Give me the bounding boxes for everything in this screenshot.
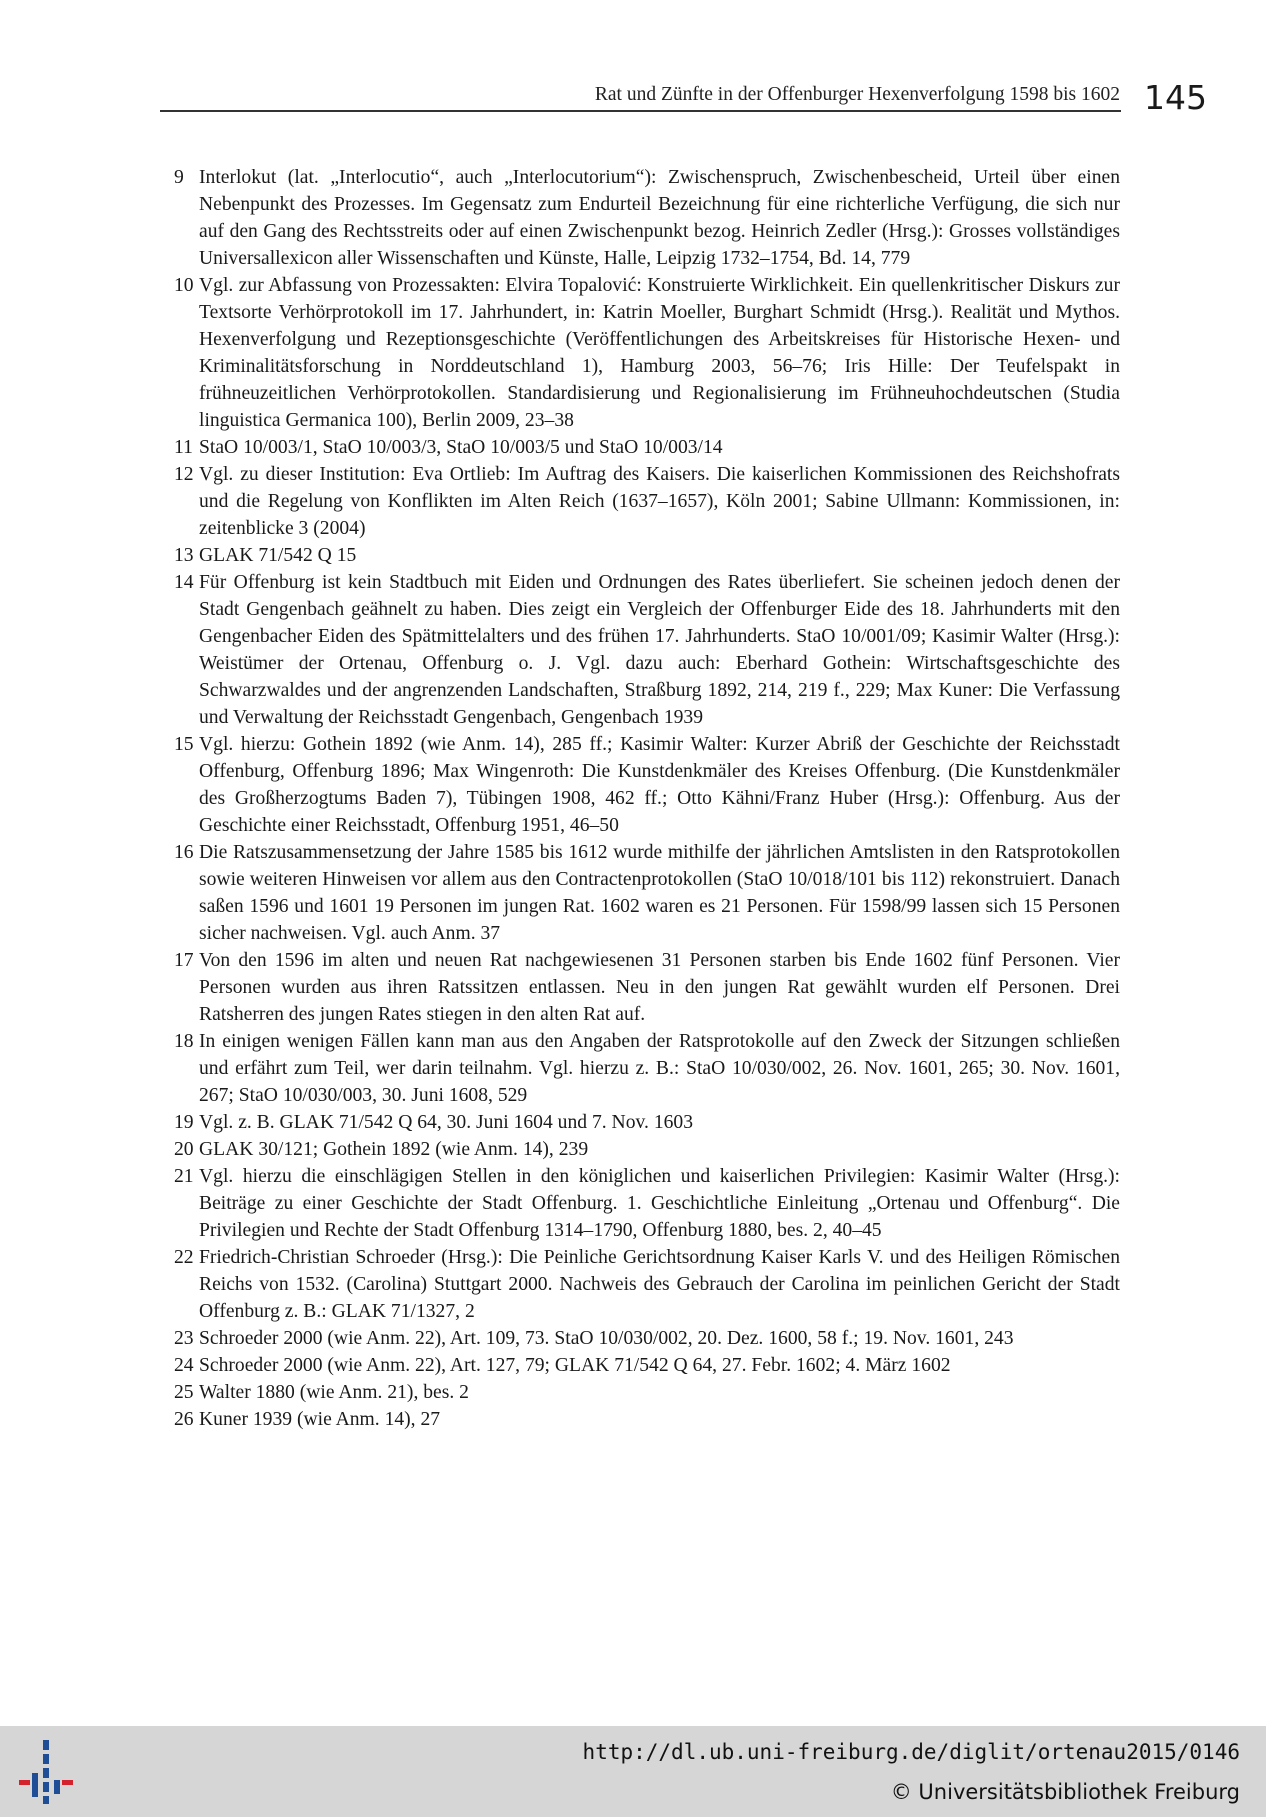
footnote-text: Vgl. hierzu die einschlägigen Stellen in den königlichen und kaiserlichen Privilegien: Kasimir Walter (Hrsg.): Beiträge zu einer Geschichte der Stadt Offenburg. 1. Geschichtliche Einleitung „Ortenau und Offenburg“. Die Privilegien und Rechte der Stadt Offenburg 1314–1790, Offenburg 1880, bes. 2, 40–45 <box>199 1166 1120 1241</box>
footnote-text: Vgl. hierzu: Gothein 1892 (wie Anm. 14), 285 ff.; Kasimir Walter: Kurzer Abriß der Geschichte der Reichsstadt Offenburg, Offenburg 1896; Max Wingenroth: Die Kunstdenkmäler des Kreises Offenburg. (Die Kunstdenkmäler des Großherzogtums Baden 7), Tübingen 1908, 462 ff.; Otto Kähni/Franz Huber (Hrsg.): Offenburg. Aus der Geschichte einer Reichsstadt, Offenburg 1951, 46–50 <box>199 734 1120 836</box>
footnote-number: 13 <box>174 545 194 566</box>
footnote-item <box>160 1244 1120 1325</box>
running-title: Rat und Zünfte in der Offenburger Hexenverfolgung 1598 bis 1602 <box>594 84 1120 105</box>
footnote-number: 15 <box>174 734 194 755</box>
footnote-item <box>160 1136 1120 1163</box>
footer-copyright: © Universitätsbibliothek Freiburg <box>890 1780 1240 1804</box>
footnote-item <box>160 1379 1120 1406</box>
footnote-item <box>160 1406 1120 1433</box>
footnote-item <box>160 164 1120 272</box>
footnote-text: GLAK 30/121; Gothein 1892 (wie Anm. 14), 239 <box>199 1139 589 1160</box>
footnote-item <box>160 947 1120 1028</box>
footnote-item <box>160 839 1120 947</box>
footnote-item <box>160 461 1120 542</box>
footnote-text: Vgl. zu dieser Institution: Eva Ortlieb: Im Auftrag des Kaisers. Die kaiserlichen Kommissionen des Reichshofrats und die Regelung von Konflikten im Alten Reich (1637–1657), Köln 2001; Sabine Ullmann: Kommissionen, in: zeitenblicke 3 (2004) <box>199 464 1120 539</box>
footnote-number: 25 <box>174 1382 194 1403</box>
page-number: 145 <box>1144 78 1207 117</box>
footnote-number: 12 <box>174 464 194 485</box>
footnote-number: 22 <box>174 1247 194 1268</box>
footnote-number: 20 <box>174 1139 194 1160</box>
footnote-text: Schroeder 2000 (wie Anm. 22), Art. 109, 73. StaO 10/030/002, 20. Dez. 1600, 58 f.; 19. Nov. 1601, 243 <box>199 1328 1014 1349</box>
footnote-text: Die Ratszusammensetzung der Jahre 1585 bis 1612 wurde mithilfe der jährlichen Amtslisten in den Ratsprotokollen sowie weiteren Hinweisen vor allem aus den Contractenprotokollen (StaO 10/018/101 bis 112) rekonstruiert. Danach saßen 1596 und 1601 19 Personen im jungen Rat. 1602 waren es 21 Personen. Für 1598/99 lassen sich 15 Personen sicher nachweisen. Vgl. auch Anm. 37 <box>199 842 1120 944</box>
footnote-item <box>160 1325 1120 1352</box>
footnote-number: 18 <box>174 1031 194 1052</box>
footnote-number: 17 <box>174 950 194 971</box>
footnote-number: 9 <box>174 167 184 188</box>
footnote-text: Vgl. zur Abfassung von Prozessakten: Elvira Topalović: Konstruierte Wirklichkeit. Ein quellenkritischer Diskurs zur Textsorte Verhörprotokoll im 17. Jahrhundert, in: Katrin Moeller, Burghart Schmidt (Hrsg.). Realität und Mythos. Hexenverfolgung und Rezeptionsgeschichte (Veröffentlichungen des Arbeitskreises für Historische Hexen- und Kriminalitätsforschung in Norddeutschland 1), Hamburg 2003, 56–76; Iris Hille: Der Teufelspakt in frühneuzeitlichen Verhörprotokollen. Standardisierung und Regionalisierung im Frühneuhochdeutschen (Studia linguistica Germanica 100), Berlin 2009, 23–38 <box>199 275 1120 431</box>
footnote-text: Walter 1880 (wie Anm. 21), bes. 2 <box>199 1382 469 1403</box>
footnote-text: In einigen wenigen Fällen kann man aus den Angaben der Ratsprotokolle auf den Zweck der Sitzungen schließen und erfährt zum Teil, wer darin teilnahm. Vgl. hierzu z. B.: StaO 10/030/002, 26. Nov. 1601, 265; 30. Nov. 1601, 267; StaO 10/030/003, 30. Juni 1608, 529 <box>199 1031 1120 1106</box>
footnote-item <box>160 1352 1120 1379</box>
footnote-text: Vgl. z. B. GLAK 71/542 Q 64, 30. Juni 1604 und 7. Nov. 1603 <box>199 1112 694 1133</box>
footnote-number: 24 <box>174 1355 194 1376</box>
footnote-number: 23 <box>174 1328 194 1349</box>
footnote-item <box>160 1163 1120 1244</box>
footnote-text: Kuner 1939 (wie Anm. 14), 27 <box>199 1409 441 1430</box>
footnote-number: 16 <box>174 842 194 863</box>
footnote-text: GLAK 71/542 Q 15 <box>199 545 357 566</box>
footnote-number: 11 <box>174 437 193 458</box>
footnote-item <box>160 1028 1120 1109</box>
footnote-text: Von den 1596 im alten und neuen Rat nachgewiesenen 31 Personen starben bis Ende 1602 fünf Personen. Vier Personen wurden aus ihren Ratssitzen entlassen. Neu in den jungen Rat gewählt wurden elf Personen. Drei Ratsherren des jungen Rates stiegen in den alten Rat auf. <box>199 950 1120 1025</box>
footnote-number: 21 <box>174 1166 194 1187</box>
header-rule <box>160 110 1121 112</box>
footnote-number: 26 <box>174 1409 194 1430</box>
footnote-number: 10 <box>174 275 194 296</box>
footnote-item <box>160 542 1120 569</box>
footnote-item <box>160 434 1120 461</box>
footnote-text: StaO 10/003/1, StaO 10/003/3, StaO 10/003/5 und StaO 10/003/14 <box>199 437 723 458</box>
footnote-number: 19 <box>174 1112 194 1133</box>
footnote-text: Für Offenburg ist kein Stadtbuch mit Eiden und Ordnungen des Rates überliefert. Sie scheinen jedoch denen der Stadt Gengenbach geähnelt zu haben. Dies zeigt ein Vergleich der Offenburger Eide des 18. Jahrhunderts mit den Gengenbacher Eiden des Spätmittelalters und des frühen 17. Jahrhunderts. StaO 10/001/09; Kasimir Walter (Hrsg.): Weistümer der Ortenau, Offenburg o. J. Vgl. dazu auch: Eberhard Gothein: Wirtschaftsgeschichte des Schwarzwaldes und der angrenzenden Landschaften, Straßburg 1892, 214, 219 f., 229; Max Kuner: Die Verfassung und Verwaltung der Reichsstadt Gengenbach, Gengenbach 1939 <box>199 572 1120 728</box>
footnote-item <box>160 569 1120 731</box>
footer-url-link[interactable]: http://dl.ub.uni-freiburg.de/diglit/ortenau2015/0146 <box>582 1740 1240 1764</box>
footer-bar <box>0 1726 1266 1817</box>
footnote-item <box>160 1109 1120 1136</box>
ub-freiburg-logo-icon <box>14 1740 78 1804</box>
footnote-item <box>160 272 1120 434</box>
running-header <box>160 78 1120 114</box>
footnote-number: 14 <box>174 572 194 593</box>
footnote-text: Interlokut (lat. „Interlocutio“, auch „Interlocutorium“): Zwischenspruch, Zwischenbescheid, Urteil über einen Nebenpunkt des Prozesses. Im Gegensatz zum Endurteil Bezeichnung für eine richterliche Verfügung, die sich nur auf den Gang des Rechtsstreits oder auf einen Zwischenpunkt bezog. Heinrich Zedler (Hrsg.): Grosses vollständiges Universallexicon aller Wissenschaften und Künste, Halle, Leipzig 1732–1754, Bd. 14, 779 <box>199 167 1120 269</box>
footnote-text: Friedrich-Christian Schroeder (Hrsg.): Die Peinliche Gerichtsordnung Kaiser Karls V. und des Heiligen Römischen Reichs von 1532. (Carolina) Stuttgart 2000. Nachweis des Gebrauch der Carolina im peinlichen Gericht der Stadt Offenburg z. B.: GLAK 71/1327, 2 <box>199 1247 1120 1322</box>
footnote-item <box>160 731 1120 839</box>
footnotes-list <box>160 164 1120 1433</box>
footnote-text: Schroeder 2000 (wie Anm. 22), Art. 127, 79; GLAK 71/542 Q 64, 27. Febr. 1602; 4. März 1602 <box>199 1355 951 1376</box>
